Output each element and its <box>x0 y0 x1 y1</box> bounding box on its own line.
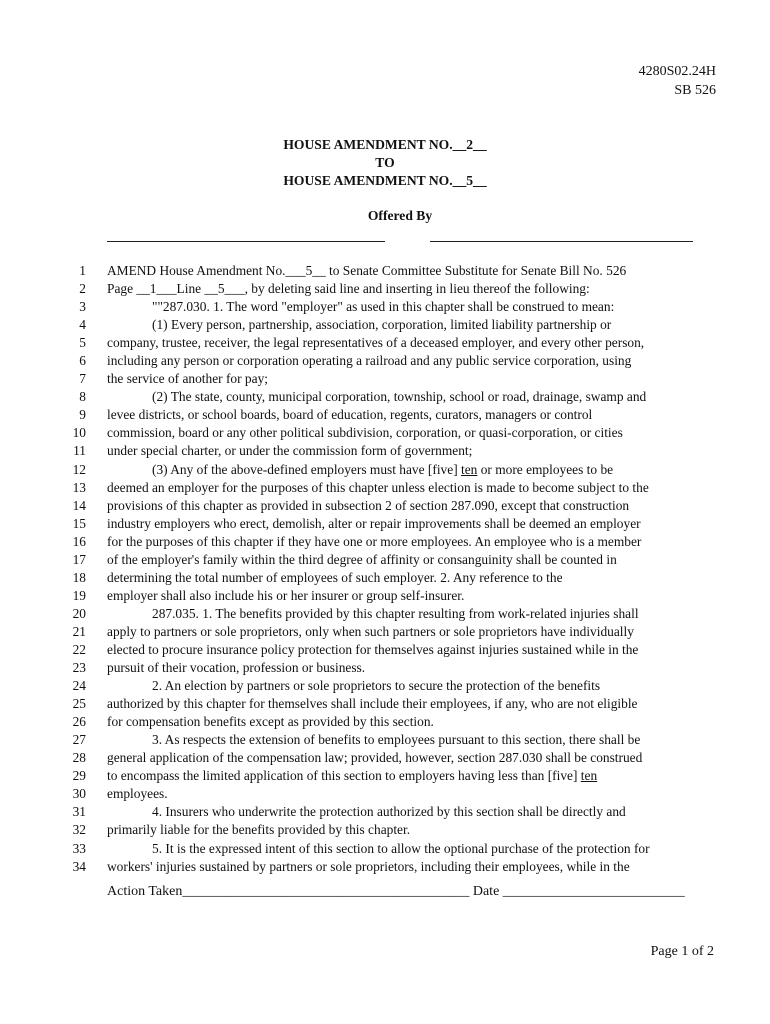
document-line <box>0 858 770 876</box>
line-text <box>107 334 644 352</box>
inserted-text: ten <box>580 768 598 784</box>
line-text-segment: AMEND House Amendment No.___5__ to Senate Committee Substitute for Senate Bill No. 526 <box>107 263 627 278</box>
line-text-segment: commission, board or any other political subdivision, corporation, or quasi-corporation, or cities <box>107 425 623 441</box>
line-text <box>107 497 629 515</box>
document-line <box>0 803 770 821</box>
signature-line-left <box>107 241 385 242</box>
line-number: 33 <box>72 840 86 856</box>
line-text-segment: for compensation benefits except as provided by this section. <box>107 714 434 730</box>
line-text <box>107 767 597 785</box>
line-text <box>152 803 626 821</box>
line-text-segment: employees. <box>107 786 168 802</box>
line-text-segment: 287.035. 1. The benefits provided by this chapter resulting from work-related injuries shall <box>152 605 639 621</box>
line-text <box>107 515 641 533</box>
line-text <box>152 461 613 479</box>
line-text-segment: including any person or corporation operating a railroad and any public service corporation, using <box>107 353 632 369</box>
line-number: 30 <box>72 786 86 802</box>
line-number: 1 <box>79 263 86 278</box>
document-line <box>0 731 770 749</box>
document-code: 4280S02.24H <box>638 64 716 79</box>
line-number: 11 <box>73 443 86 459</box>
line-text-segment: 2. An election by partners or sole proprietors to secure the protection of the benefits <box>152 678 601 694</box>
document-line <box>0 695 770 713</box>
line-text-segment: company, trustee, receiver, the legal representatives of a deceased employer, and every other person, <box>107 335 645 351</box>
line-number: 21 <box>72 623 86 639</box>
line-text-segment: authorized by this chapter for themselves shall include their employees, if any, who are not eligible <box>107 696 638 712</box>
document-line <box>0 533 770 551</box>
line-text-segment: of the employer's family within the third degree of affinity or consanguinity shall be counted in <box>107 551 617 567</box>
document-line <box>0 352 770 370</box>
line-text-segment: 3. As respects the extension of benefits to employees pursuant to this section, there shall be <box>152 732 641 748</box>
document-line <box>0 785 770 803</box>
line-text-segment: general application of the compensation law; provided, however, section 287.030 shall be construed <box>107 750 643 766</box>
line-text-segment: deemed an employer for the purposes of this chapter unless election is made to become subject to the <box>107 479 649 495</box>
line-number: 23 <box>72 660 86 676</box>
line-number: 12 <box>72 461 86 477</box>
line-text <box>107 695 638 713</box>
line-text <box>107 713 434 731</box>
document-line <box>0 316 770 334</box>
line-number: 28 <box>72 750 86 766</box>
line-number: 34 <box>72 858 86 874</box>
document-line <box>0 334 770 352</box>
line-number: 10 <box>72 425 86 441</box>
line-number: 29 <box>72 768 86 784</box>
line-text-segment: 4. Insurers who underwrite the protection authorized by this section shall be directly and <box>152 804 626 820</box>
document-line <box>0 749 770 767</box>
line-text-segment: Page __1___Line __5___, by deleting said line and inserting in lieu thereof the following: <box>107 281 590 297</box>
line-text-segment: (3) Any of the above-defined employers must have [five] <box>152 461 461 477</box>
line-text <box>107 821 410 839</box>
title-line-3: HOUSE AMENDMENT NO.__5__ <box>283 173 487 188</box>
document-line <box>0 515 770 533</box>
line-text <box>107 406 592 424</box>
line-text-segment: industry employers who erect, demolish, alter or repair improvements shall be deemed an employer <box>107 515 641 531</box>
line-text <box>107 858 630 876</box>
line-text <box>107 479 649 497</box>
line-number: 4 <box>79 317 86 333</box>
document-line <box>0 587 770 605</box>
line-number: 2 <box>79 281 86 297</box>
document-line <box>0 713 770 731</box>
line-text-segment: to encompass the limited application of this section to employers having less than [five] <box>107 768 581 784</box>
line-number: 15 <box>72 515 86 531</box>
line-text <box>107 280 590 298</box>
document-line <box>0 677 770 695</box>
line-text <box>152 605 639 623</box>
line-text-segment: employer shall also include his or her insurer or group self-insurer. <box>107 587 465 603</box>
line-text <box>152 298 614 316</box>
line-text-segment: the service of another for pay; <box>107 371 268 387</box>
line-text <box>107 424 623 442</box>
document-line <box>0 262 770 280</box>
line-number: 24 <box>72 678 86 694</box>
document-line <box>0 370 770 388</box>
line-number: 18 <box>72 569 86 585</box>
document-line <box>0 280 770 298</box>
line-text <box>152 731 640 749</box>
line-text <box>152 388 646 406</box>
line-text <box>107 587 464 605</box>
line-text <box>107 749 642 767</box>
line-number: 6 <box>79 353 86 369</box>
bill-number: SB 526 <box>674 83 716 98</box>
line-text-segment: (1) Every person, partnership, association, corporation, limited liability partnership or <box>152 317 612 333</box>
inserted-text: ten <box>461 461 478 477</box>
line-text-segment: levee districts, or school boards, board of education, regents, curators, managers or control <box>107 407 593 423</box>
title-line-2: TO <box>375 155 395 170</box>
line-number: 9 <box>79 407 86 423</box>
line-number: 5 <box>79 335 86 351</box>
document-line <box>0 442 770 460</box>
document-line <box>0 479 770 497</box>
line-text-segment: or more employees to be <box>477 461 614 477</box>
line-text <box>152 840 650 858</box>
offered-by-label: Offered By <box>367 208 433 223</box>
document-line <box>0 767 770 785</box>
line-number: 7 <box>79 371 86 387</box>
document-line <box>0 406 770 424</box>
document-line <box>0 461 770 479</box>
line-text-segment: for the purposes of this chapter if they have one or more employees. An employee who is a member <box>107 533 642 549</box>
line-number: 14 <box>72 497 86 513</box>
page-number: Page 1 of 2 <box>650 944 714 959</box>
title-line-1: HOUSE AMENDMENT NO.__2__ <box>283 137 487 152</box>
line-text <box>107 352 631 370</box>
line-number: 25 <box>72 696 86 712</box>
document-line <box>0 497 770 515</box>
signature-line-right <box>430 241 693 242</box>
line-text-segment: 5. It is the expressed intent of this section to allow the optional purchase of the protection for <box>152 840 650 856</box>
line-text <box>107 785 168 803</box>
line-text-segment: elected to procure insurance policy protection for themselves against injuries sustained while in the <box>107 641 639 657</box>
line-text-segment: (2) The state, county, municipal corporation, township, school or road, drainage, swamp and <box>152 389 647 405</box>
line-number: 16 <box>72 533 86 549</box>
line-number: 20 <box>72 605 86 621</box>
line-text <box>107 533 641 551</box>
line-text-segment: under special charter, or under the commission form of government; <box>107 443 473 459</box>
line-text-segment: apply to partners or sole proprietors, only when such partners or sole proprietors have individually <box>107 623 634 639</box>
line-text-segment: provisions of this chapter as provided in subsection 2 of section 287.090, except that construction <box>107 497 630 513</box>
line-text-segment: pursuit of their vocation, profession or business. <box>107 660 366 676</box>
amendment-title <box>0 136 770 190</box>
document-header-codes <box>639 62 716 100</box>
document-line <box>0 641 770 659</box>
line-number: 31 <box>72 804 86 820</box>
document-line <box>0 659 770 677</box>
line-text <box>107 370 268 388</box>
line-text <box>152 677 600 695</box>
line-number: 32 <box>72 822 86 838</box>
line-text <box>107 569 563 587</box>
line-number: 17 <box>72 551 86 567</box>
line-number: 22 <box>72 641 86 657</box>
line-text <box>107 551 617 569</box>
line-text-segment: ""287.030. 1. The word "employer" as used in this chapter shall be construed to mean: <box>152 299 615 315</box>
line-number: 3 <box>79 299 86 315</box>
line-text <box>107 442 472 460</box>
action-taken-line: Action Taken_________________________________________ Date __________________________ <box>107 884 685 899</box>
line-number: 26 <box>72 714 86 730</box>
line-text <box>107 623 634 641</box>
line-number: 27 <box>72 732 86 748</box>
document-line <box>0 551 770 569</box>
numbered-lines <box>0 262 770 876</box>
document-line <box>0 388 770 406</box>
document-line <box>0 821 770 839</box>
line-number: 8 <box>79 389 86 405</box>
document-line <box>0 424 770 442</box>
line-text <box>107 262 626 280</box>
document-line <box>0 840 770 858</box>
document-line <box>0 569 770 587</box>
line-number: 13 <box>72 479 86 495</box>
line-text <box>107 641 638 659</box>
line-text-segment: primarily liable for the benefits provided by this chapter. <box>107 822 411 838</box>
line-number: 19 <box>72 587 86 603</box>
line-text-segment: determining the total number of employees of such employer. 2. Any reference to the <box>107 569 563 585</box>
line-text <box>107 659 365 677</box>
line-text <box>152 316 611 334</box>
line-text-segment: workers' injuries sustained by partners or sole proprietors, including their employees, while in the <box>107 858 630 874</box>
document-line <box>0 605 770 623</box>
document-line <box>0 298 770 316</box>
document-line <box>0 623 770 641</box>
